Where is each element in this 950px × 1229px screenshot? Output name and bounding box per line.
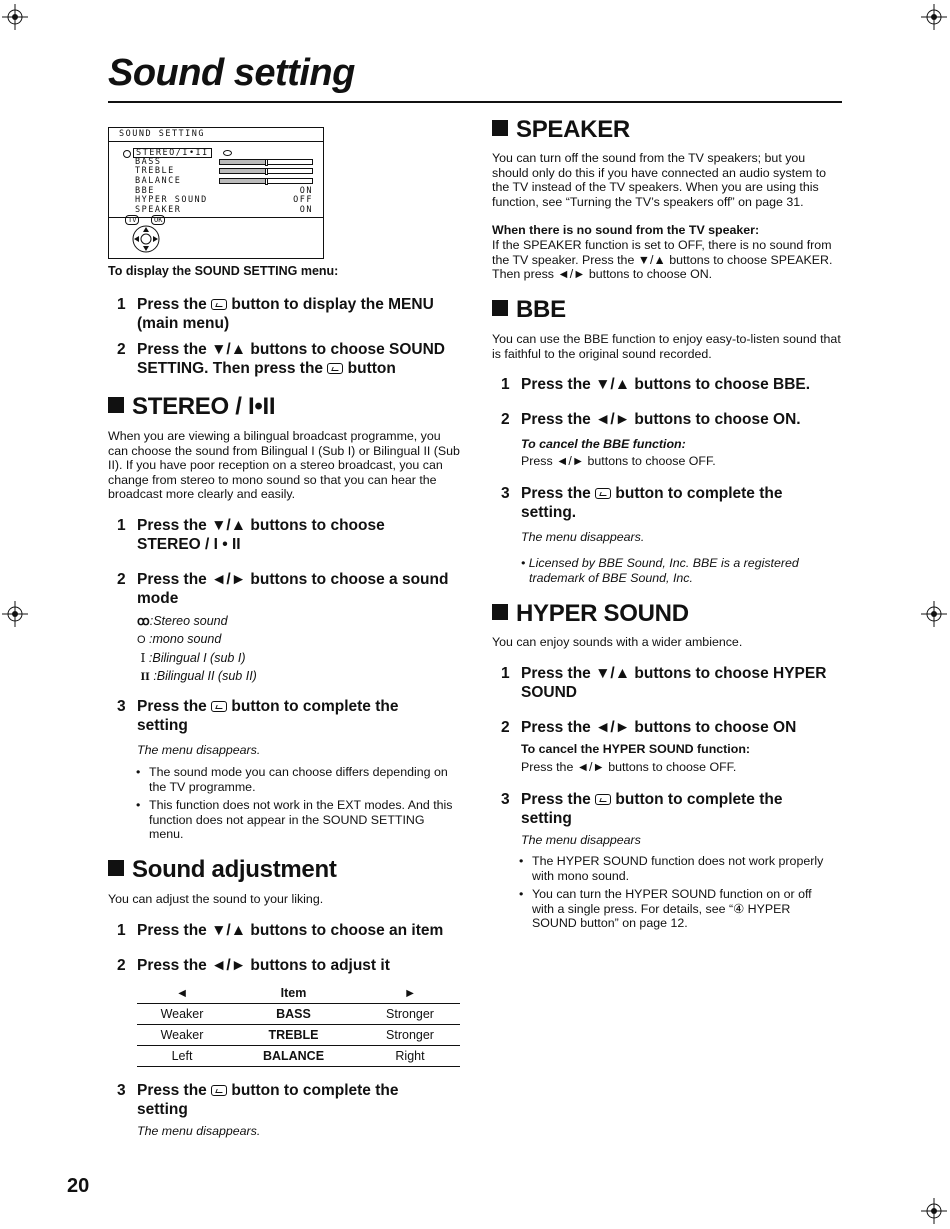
hyper-step-1: 1 Press the ▼/▲ buttons to choose HYPER SOUND bbox=[501, 665, 827, 701]
left-arrow-icon: ◄ bbox=[175, 986, 189, 1000]
stereo-body: When you are viewing a bilingual broadcast programme, you can choose the sound from Bilingual I (Sub I) or Bilingual II (Sub II). If you have poor reception on a stereo broadcast, you can change from stereo to mono sound so that you can hear the broadcast more clearly and easily. bbox=[108, 429, 460, 502]
adjust-step-2: 2 Press the ◄/► buttons to adjust it bbox=[117, 957, 390, 974]
osd-footer bbox=[125, 218, 185, 254]
osd-row-speaker bbox=[135, 206, 323, 216]
hyper-bullet-1: • The HYPER SOUND function does not work properly with mono sound. bbox=[532, 854, 837, 883]
stereo-bullet-2: • This function does not work in the EXT modes. And this function does not appear in the SOUND SETTING menu. bbox=[149, 798, 459, 842]
ok-button-icon: OK bbox=[151, 215, 165, 225]
stereo-step-3: 3 Press the button to complete the setting bbox=[117, 698, 399, 734]
speaker-subbody: If the SPEAKER function is set to OFF, there is no sound from the TV speaker. Press the ▼/▲ buttons to choose SPEAKER. Then press ◄/► buttons to choose ON. bbox=[492, 238, 833, 282]
osd-row-value: ON bbox=[299, 205, 313, 216]
registration-mark-mid-left bbox=[2, 601, 28, 627]
osd-row-stereo bbox=[135, 148, 323, 158]
title-rule bbox=[108, 101, 842, 103]
bbe-license-line-2: trademark of BBE Sound, Inc. bbox=[529, 571, 693, 585]
square-bullet-icon bbox=[492, 300, 508, 316]
bbe-note: The menu disappears. bbox=[521, 530, 645, 544]
bass-level-bar bbox=[219, 159, 313, 165]
stereo-modes-list bbox=[137, 613, 257, 686]
hyper-step-2: 2 Press the ◄/► buttons to choose ON bbox=[501, 719, 797, 736]
stereo-step-1: 1 Press the ▼/▲ buttons to choose STEREO / I • II bbox=[117, 517, 385, 553]
mono-sound-icon bbox=[223, 150, 232, 156]
stereo-step-2: 2 Press the ◄/► buttons to choose a sound mode bbox=[117, 571, 449, 607]
square-bullet-icon bbox=[492, 604, 508, 620]
hyper-sound-heading: HYPER SOUND bbox=[492, 600, 689, 628]
bbe-step-1: 1 Press the ▼/▲ buttons to choose BBE. bbox=[501, 376, 811, 393]
stereo-note: The menu disappears. bbox=[137, 743, 261, 757]
mode-bilingual-2: II :Bilingual II (sub II) bbox=[140, 668, 257, 683]
mode-mono: O :mono sound bbox=[137, 631, 222, 646]
speaker-subhead: When there is no sound from the TV speaker: bbox=[492, 223, 760, 237]
mode-stereo: ꝏ:Stereo sound bbox=[137, 614, 228, 628]
registration-mark-top-left bbox=[2, 4, 28, 30]
right-arrow-icon: ► bbox=[403, 986, 417, 1000]
page-title: Sound setting bbox=[108, 52, 355, 94]
osd-row-label: SPEAKER bbox=[135, 205, 182, 216]
square-bullet-icon bbox=[108, 397, 124, 413]
registration-mark-top-right bbox=[921, 4, 947, 30]
table-row: Weaker TREBLE Stronger bbox=[137, 1025, 460, 1046]
stereo-bullet-1: • The sound mode you can choose differs depending on the TV programme. bbox=[149, 765, 459, 794]
table-row: Left BALANCE Right bbox=[137, 1046, 460, 1067]
sound-setting-osd-menu bbox=[108, 127, 324, 259]
adjust-step-1: 1 Press the ▼/▲ buttons to choose an item bbox=[117, 922, 444, 939]
hyper-cancel-head: To cancel the HYPER SOUND function: bbox=[521, 742, 751, 756]
bilingual-2-icon: II bbox=[140, 671, 150, 683]
menu-step-1: 1 Press the button to display the MENU (main menu) bbox=[117, 296, 434, 332]
menu-button-icon bbox=[595, 794, 611, 805]
osd-row-value: ON bbox=[299, 185, 313, 196]
bbe-cancel-body: Press ◄/► buttons to choose OFF. bbox=[521, 454, 716, 468]
table-header-item: Item bbox=[280, 986, 307, 1000]
osd-selection-ring-icon bbox=[123, 150, 131, 158]
adjust-note: The menu disappears. bbox=[137, 1124, 261, 1138]
menu-step-2: 2 Press the ▼/▲ buttons to choose SOUND SETTING. Then press the button bbox=[117, 341, 445, 377]
bbe-body: You can use the BBE function to enjoy easy-to-listen sound that is faithful to the original sound recorded. bbox=[492, 332, 841, 361]
osd-header: SOUND SETTING bbox=[109, 128, 323, 142]
mode-bilingual-1: I :Bilingual I (sub I) bbox=[140, 650, 246, 666]
mono-sound-icon: O bbox=[137, 633, 146, 646]
square-bullet-icon bbox=[108, 860, 124, 876]
adjustment-table bbox=[137, 983, 460, 1067]
osd-row-value: OFF bbox=[293, 195, 313, 206]
square-bullet-icon bbox=[492, 120, 508, 136]
osd-row-balance bbox=[135, 177, 323, 187]
sound-adjustment-heading: Sound adjustment bbox=[108, 856, 337, 884]
menu-button-icon bbox=[211, 299, 227, 310]
menu-button-icon bbox=[327, 363, 343, 374]
bbe-step-2: 2 Press the ◄/► buttons to choose ON. bbox=[501, 411, 801, 428]
treble-level-bar bbox=[219, 168, 313, 174]
page-number: 20 bbox=[67, 1175, 90, 1197]
menu-caption: To display the SOUND SETTING menu: bbox=[108, 264, 339, 278]
sound-adjustment-body: You can adjust the sound to your liking. bbox=[108, 892, 324, 906]
hyper-sound-body: You can enjoy sounds with a wider ambience. bbox=[492, 635, 743, 649]
balance-level-bar bbox=[219, 178, 313, 184]
osd-row-label: TREBLE bbox=[135, 166, 175, 177]
stereo-heading: STEREO / I•II bbox=[108, 393, 275, 421]
menu-button-icon bbox=[595, 488, 611, 499]
osd-row-label: STEREO/I•II bbox=[133, 148, 212, 158]
stereo-sound-icon: ꝏ bbox=[137, 614, 150, 628]
osd-row-label: BBE bbox=[135, 185, 155, 196]
adjust-step-3: 3 Press the button to complete the setting bbox=[117, 1082, 399, 1118]
speaker-body: You can turn off the sound from the TV speakers; but you should only do this if you have connected an audio system to the TV instead of the TV speakers. When you are using this function, see “Turning the TV’s speakers off” on page 31. bbox=[492, 151, 827, 209]
registration-mark-bottom-right bbox=[921, 1198, 947, 1224]
hyper-step-3: 3 Press the button to complete the setting bbox=[501, 791, 783, 827]
bbe-license-line-1: • Licensed by BBE Sound, Inc. BBE is a registered bbox=[521, 556, 799, 570]
hyper-note: The menu disappears bbox=[521, 833, 641, 847]
bbe-cancel-head: To cancel the BBE function: bbox=[521, 437, 686, 451]
osd-row-label: BASS bbox=[135, 156, 162, 167]
hyper-bullet-2: • You can turn the HYPER SOUND function on or off with a single press. For details, see “④ HYPER SOUND button” on page 12. bbox=[532, 887, 837, 931]
direction-pad-icon bbox=[131, 224, 161, 254]
tv-button-icon: TV bbox=[125, 215, 139, 225]
bbe-step-3: 3 Press the button to complete the setting. bbox=[501, 485, 783, 521]
bilingual-1-icon: I bbox=[140, 650, 146, 666]
menu-button-icon bbox=[211, 1085, 227, 1096]
bbe-heading: BBE bbox=[492, 296, 566, 324]
menu-button-icon bbox=[211, 701, 227, 712]
osd-row-label: HYPER SOUND bbox=[135, 195, 208, 206]
osd-row-label: BALANCE bbox=[135, 176, 182, 187]
table-row: Weaker BASS Stronger bbox=[137, 1004, 460, 1025]
speaker-heading: SPEAKER bbox=[492, 116, 630, 144]
registration-mark-mid-right bbox=[921, 601, 947, 627]
hyper-cancel-body: Press the ◄/► buttons to choose OFF. bbox=[521, 760, 737, 774]
